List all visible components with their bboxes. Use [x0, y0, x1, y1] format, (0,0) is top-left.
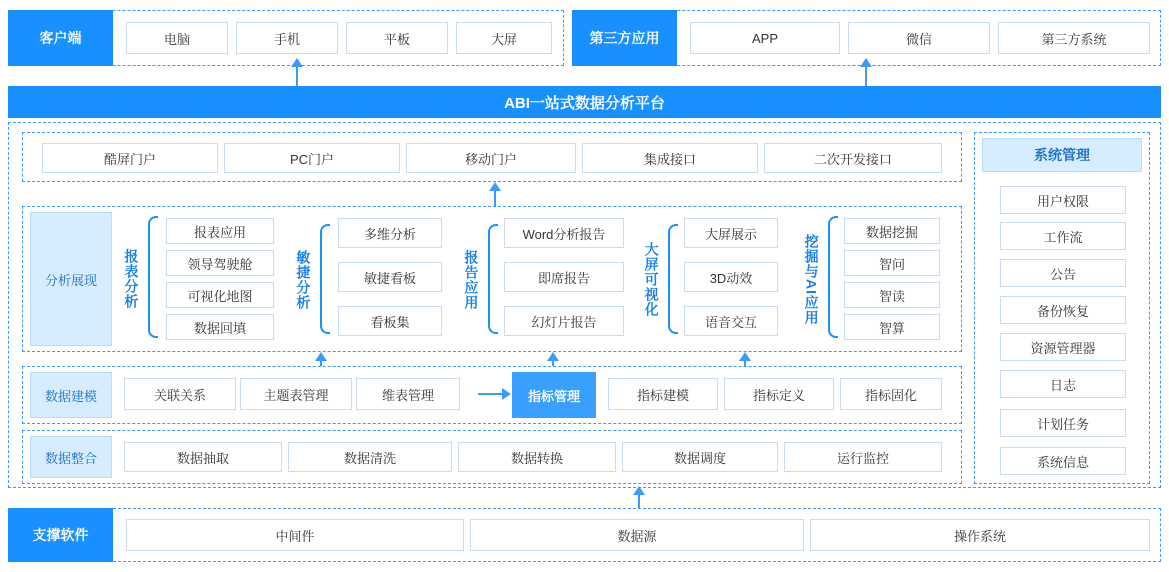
system-mgmt-item-sysinfo[interactable]: 系统信息: [1000, 447, 1126, 475]
portal-item-integration-api[interactable]: 集成接口: [582, 143, 758, 173]
arrow-head-analysis-1: [315, 352, 327, 361]
analysis-group-brace-baobiao: [148, 216, 158, 338]
client-item-phone[interactable]: 手机: [236, 22, 338, 54]
modeling-item-metric-solidify[interactable]: 指标固化: [840, 378, 942, 410]
analysis-group-brace-minjie: [320, 224, 330, 334]
analysis-group-label-daping: 大屏可视化: [643, 241, 660, 317]
client-item-tablet[interactable]: 平板: [346, 22, 448, 54]
modeling-item-metric-define[interactable]: 指标定义: [724, 378, 834, 410]
analysis-item-zhiwen[interactable]: 智问: [844, 250, 940, 276]
analysis-item-visual-map[interactable]: 可视化地图: [166, 282, 274, 308]
third-party-row-label: 第三方应用: [572, 10, 677, 66]
system-mgmt-item-workflow[interactable]: 工作流: [1000, 222, 1126, 250]
client-item-bigscreen[interactable]: 大屏: [456, 22, 552, 54]
arrow-head-analysis-3: [739, 352, 751, 361]
analysis-item-data-fill[interactable]: 数据回填: [166, 314, 274, 340]
portal-item-pc[interactable]: PC门户: [224, 143, 400, 173]
support-item-middleware[interactable]: 中间件: [126, 519, 464, 551]
system-mgmt-item-log[interactable]: 日志: [1000, 370, 1126, 398]
analysis-item-leader-cockpit[interactable]: 领导驾驶舱: [166, 250, 274, 276]
analysis-item-agile-board[interactable]: 敏捷看板: [338, 262, 442, 292]
analysis-item-word-report[interactable]: Word分析报告: [504, 218, 624, 248]
system-mgmt-item-schedule-task[interactable]: 计划任务: [1000, 409, 1126, 437]
third-party-item-app[interactable]: APP: [690, 22, 840, 54]
integration-item-monitor[interactable]: 运行监控: [784, 442, 942, 472]
integration-item-schedule[interactable]: 数据调度: [622, 442, 778, 472]
analysis-item-slide-report[interactable]: 幻灯片报告: [504, 306, 624, 336]
analysis-item-bigscreen-show[interactable]: 大屏展示: [684, 218, 778, 248]
modeling-item-dim-table[interactable]: 维表管理: [356, 378, 460, 410]
system-mgmt-item-resource[interactable]: 资源管理器: [1000, 333, 1126, 361]
analysis-row-label: 分析展现: [30, 212, 112, 346]
client-item-pc[interactable]: 电脑: [126, 22, 228, 54]
modeling-item-metric-mgmt[interactable]: 指标管理: [512, 372, 596, 418]
system-mgmt-item-backup[interactable]: 备份恢复: [1000, 296, 1126, 324]
arrow-head-metric: [502, 388, 511, 400]
analysis-item-report-app[interactable]: 报表应用: [166, 218, 274, 244]
platform-title-bar: ABI一站式数据分析平台: [8, 86, 1161, 118]
analysis-item-zhidu[interactable]: 智读: [844, 282, 940, 308]
system-mgmt-item-permission[interactable]: 用户权限: [1000, 186, 1126, 214]
analysis-group-brace-ai: [828, 216, 838, 338]
system-mgmt-label: 系统管理: [982, 138, 1142, 172]
analysis-group-label-ai: 挖掘与AI应用: [803, 233, 820, 325]
integration-item-extract[interactable]: 数据抽取: [124, 442, 282, 472]
arrow-head-portal: [489, 182, 501, 191]
integration-item-clean[interactable]: 数据清洗: [288, 442, 452, 472]
analysis-item-voice-interaction[interactable]: 语音交互: [684, 306, 778, 336]
support-item-os[interactable]: 操作系统: [810, 519, 1150, 551]
analysis-item-multidim[interactable]: 多维分析: [338, 218, 442, 248]
analysis-item-data-mining[interactable]: 数据挖掘: [844, 218, 940, 244]
arrow-stem-thirdparty: [865, 66, 867, 88]
analysis-group-brace-daping: [668, 224, 678, 334]
analysis-item-board-set[interactable]: 看板集: [338, 306, 442, 336]
integration-row-label: 数据整合: [30, 436, 112, 478]
modeling-item-relations[interactable]: 关联关系: [124, 378, 236, 410]
support-item-datasource[interactable]: 数据源: [470, 519, 804, 551]
portal-item-dev-api[interactable]: 二次开发接口: [764, 143, 942, 173]
portal-item-kuping[interactable]: 酷屏门户: [42, 143, 218, 173]
system-mgmt-item-notice[interactable]: 公告: [1000, 259, 1126, 287]
analysis-group-brace-baogao: [488, 224, 498, 334]
support-row-label: 支撑软件: [8, 508, 113, 562]
integration-item-transform[interactable]: 数据转换: [458, 442, 616, 472]
arrow-stem-metric: [478, 393, 504, 395]
analysis-group-label-minjie: 敏捷分析: [295, 250, 312, 310]
arrow-head-thirdparty: [860, 58, 872, 67]
modeling-row-label: 数据建模: [30, 372, 112, 418]
third-party-item-wechat[interactable]: 微信: [848, 22, 990, 54]
client-row-label: 客户端: [8, 10, 113, 66]
analysis-group-label-baobiao: 报表分析: [123, 249, 140, 309]
arrow-head-support: [633, 486, 645, 495]
analysis-item-adhoc-report[interactable]: 即席报告: [504, 262, 624, 292]
portal-item-mobile[interactable]: 移动门户: [406, 143, 576, 173]
analysis-group-label-baogao: 报告应用: [463, 250, 480, 310]
arrow-stem-client: [296, 66, 298, 88]
modeling-item-subject-table[interactable]: 主题表管理: [240, 378, 352, 410]
third-party-item-system[interactable]: 第三方系统: [998, 22, 1150, 54]
analysis-item-3d-effect[interactable]: 3D动效: [684, 262, 778, 292]
arrow-head-client: [291, 58, 303, 67]
arrow-head-analysis-2: [547, 352, 559, 361]
modeling-item-metric-model[interactable]: 指标建模: [608, 378, 718, 410]
analysis-item-zhisuan[interactable]: 智算: [844, 314, 940, 340]
